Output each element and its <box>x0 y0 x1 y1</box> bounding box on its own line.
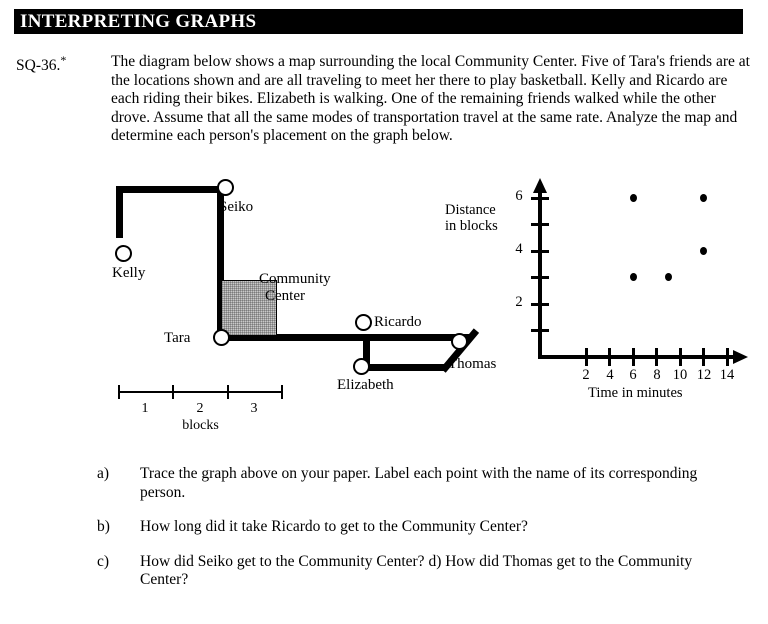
scale-tick-1 <box>172 385 174 399</box>
figure <box>0 170 768 440</box>
data-point[interactable] <box>700 247 707 255</box>
node-ricardo[interactable] <box>355 314 372 331</box>
sub-questions <box>0 465 768 602</box>
scale-tick-2 <box>227 385 229 399</box>
question-a <box>0 465 768 502</box>
x-tick-12 <box>702 348 705 366</box>
problem-number <box>16 53 66 75</box>
x-tick-label-12: 12 <box>696 367 712 383</box>
scale-axis-line <box>118 391 283 393</box>
label-thomas: Thomas <box>448 356 497 372</box>
data-point[interactable] <box>630 273 637 281</box>
label-seiko: Seiko <box>219 199 254 215</box>
road-kelly-vertical <box>116 186 123 238</box>
label-community-center-line1: Community <box>259 271 331 287</box>
y-tick-label-4: 4 <box>515 241 523 257</box>
data-point[interactable] <box>665 273 672 281</box>
x-axis-line <box>538 355 735 359</box>
question-c-label: c) <box>97 552 110 570</box>
x-tick-label-6: 6 <box>629 367 637 383</box>
x-tick-8 <box>655 348 658 366</box>
question-c <box>0 553 768 590</box>
scale-tick-3 <box>281 385 283 399</box>
page-title: INTERPRETING GRAPHS <box>20 11 257 32</box>
question-b-text: How long did it take Ricardo to get to the Community Center? <box>140 518 528 535</box>
scale-caption: blocks <box>182 418 219 433</box>
y-tick-1 <box>531 329 549 332</box>
road-lower-horizontal <box>363 364 446 371</box>
question-a-text: Trace the graph above on your paper. Label each point with the name of its corresponding person. <box>140 465 698 501</box>
problem-number-text: SQ-36. <box>16 57 61 75</box>
question-b-label: b) <box>97 518 110 535</box>
question-c-text: How did Seiko get to the Community Center? d) How did Thomas get to the Community Center? <box>140 552 693 588</box>
question-a-label: a) <box>97 465 110 482</box>
x-tick-label-4: 4 <box>606 367 614 383</box>
scale-label-3: 3 <box>250 401 258 416</box>
y-tick-2 <box>531 303 549 306</box>
x-tick-label-2: 2 <box>582 367 590 383</box>
label-ricardo: Ricardo <box>374 314 422 330</box>
x-tick-10 <box>679 348 682 366</box>
x-tick-label-8: 8 <box>653 367 661 383</box>
y-tick-3 <box>531 276 549 279</box>
scale-label-1: 1 <box>141 401 149 416</box>
scale-label-2: 2 <box>196 401 204 416</box>
x-tick-2 <box>585 348 588 366</box>
y-tick-5 <box>531 223 549 226</box>
label-elizabeth: Elizabeth <box>337 377 394 393</box>
label-kelly: Kelly <box>112 265 146 281</box>
x-tick-label-14: 14 <box>719 367 735 383</box>
scatter-plot <box>445 170 765 440</box>
x-axis-label: Time in minutes <box>588 385 683 401</box>
y-tick-label-2: 2 <box>515 294 523 310</box>
x-tick-6 <box>632 348 635 366</box>
label-tara: Tara <box>164 330 191 346</box>
question-b <box>0 518 768 537</box>
x-tick-4 <box>608 348 611 366</box>
label-community-center-line2: Center <box>265 288 305 304</box>
node-tara[interactable] <box>213 329 230 346</box>
node-kelly[interactable] <box>115 245 132 262</box>
problem-text: The diagram below shows a map surrounding the local Community Center. Five of Tara's friends are at the locations shown and are all traveling to meet her there to play basketball. Kelly and Ricardo are each riding their bikes. Elizabeth is walking. One of the remaining friends walked while the other drove. Assume that all the same modes of transportation travel at the same rate. Analyze the map and determine each person's placement on the graph below. <box>111 53 750 144</box>
footnote-star: * <box>60 53 67 67</box>
node-seiko[interactable] <box>217 179 234 196</box>
node-elizabeth[interactable] <box>353 358 370 375</box>
scale-tick-0 <box>118 385 120 399</box>
y-axis-arrow-icon <box>533 178 547 193</box>
y-tick-label-6: 6 <box>515 188 523 204</box>
y-axis-label-line1: Distance <box>445 202 496 218</box>
y-axis-label-line2: in blocks <box>445 217 498 234</box>
data-point[interactable] <box>700 194 707 202</box>
y-axis-label <box>445 203 525 234</box>
x-tick-label-10: 10 <box>672 367 688 383</box>
x-axis-arrow-icon <box>733 350 748 364</box>
road-top-horizontal <box>116 186 224 193</box>
y-tick-4 <box>531 250 549 253</box>
y-tick-6 <box>531 197 549 200</box>
data-point[interactable] <box>630 194 637 202</box>
map-diagram <box>100 170 500 440</box>
x-tick-14 <box>726 348 729 366</box>
